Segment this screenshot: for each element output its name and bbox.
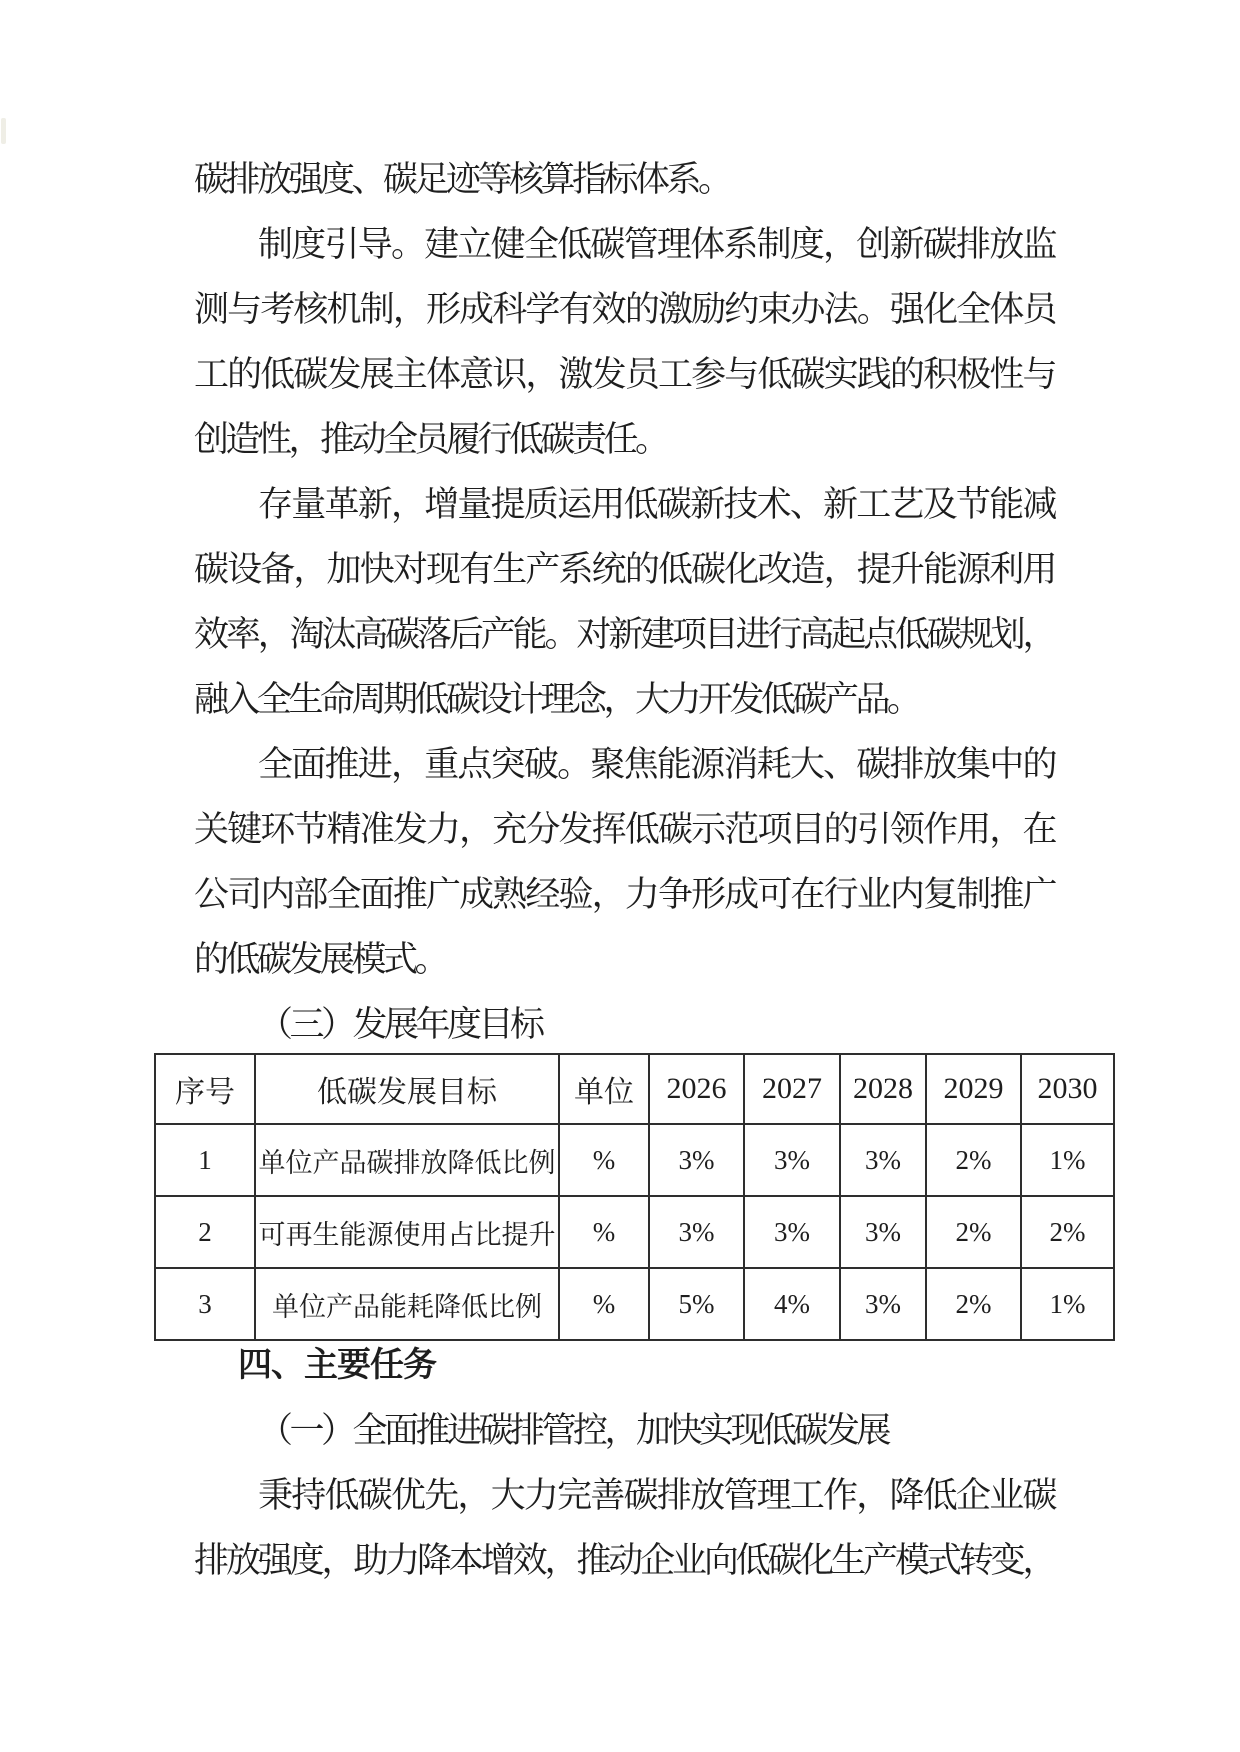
table-cell: 单位产品能耗降低比例: [255, 1268, 559, 1340]
table-header-cell: 2030: [1021, 1054, 1114, 1124]
section4-heading: 四、主要任务: [238, 1346, 436, 1384]
table-cell: 1%: [1021, 1124, 1114, 1196]
text-line: 排放强度，助力降本增效，推动企业向低碳化生产模式转变，: [194, 1541, 1054, 1580]
text-line: 公司内部全面推广成熟经验，力争形成可在行业内复制推广: [194, 875, 1054, 914]
table-cell: 1: [155, 1124, 255, 1196]
section4-item1-heading: （一）全面推进碳排管控，加快实现低碳发展: [258, 1411, 889, 1450]
table-cell: 2%: [926, 1124, 1021, 1196]
table-header-cell: 2026: [649, 1054, 744, 1124]
text-line: 关键环节精准发力，充分发挥低碳示范项目的引领作用，在: [194, 810, 1054, 849]
table-cell: 2: [155, 1196, 255, 1268]
table-cell: 3%: [840, 1196, 926, 1268]
table-header-cell: 2029: [926, 1054, 1021, 1124]
table-cell: 3%: [744, 1124, 840, 1196]
text-line: 效率，淘汰高碳落后产能。对新建项目进行高起点低碳规划，: [194, 615, 1054, 654]
text-line: 碳排放强度、碳足迹等核算指标体系。: [194, 160, 730, 199]
table-cell: 5%: [649, 1268, 744, 1340]
text-line: 融入全生命周期低碳设计理念，大力开发低碳产品。: [194, 680, 919, 719]
table-cell: 单位产品碳排放降低比例: [255, 1124, 559, 1196]
table-row: [155, 1124, 1114, 1196]
table-cell: 3%: [649, 1124, 744, 1196]
annual-targets-table: [154, 1053, 1115, 1341]
paragraphs-top: [194, 147, 1054, 992]
paragraphs-bottom: [194, 1463, 1054, 1593]
table-header-cell: 序号: [155, 1054, 255, 1124]
scan-artifact: [1, 118, 6, 144]
text-line: 全面推进，重点突破。聚焦能源消耗大、碳排放集中的: [258, 745, 1054, 784]
table-header-cell: 低碳发展目标: [255, 1054, 559, 1124]
table-cell: %: [559, 1268, 649, 1340]
table-header-cell: 单位: [559, 1054, 649, 1124]
table-cell: %: [559, 1124, 649, 1196]
table-cell: 2%: [926, 1196, 1021, 1268]
text-line: 碳设备，加快对现有生产系统的低碳化改造，提升能源利用: [194, 550, 1054, 589]
table-header-cell: 2027: [744, 1054, 840, 1124]
text-line: 的低碳发展模式。: [194, 940, 447, 979]
table-cell: 2%: [1021, 1196, 1114, 1268]
table-cell: 3%: [840, 1124, 926, 1196]
table-body: [155, 1124, 1114, 1340]
text-line: 创造性，推动全员履行低碳责任。: [194, 420, 667, 459]
text-line: 存量革新，增量提质运用低碳新技术、新工艺及节能减: [258, 485, 1054, 524]
text-line: 制度引导。建立健全低碳管理体系制度，创新碳排放监: [258, 225, 1054, 264]
table-cell: 3%: [744, 1196, 840, 1268]
text-line: 秉持低碳优先，大力完善碳排放管理工作，降低企业碳: [258, 1476, 1054, 1515]
table-cell: 4%: [744, 1268, 840, 1340]
table-cell: 可再生能源使用占比提升: [255, 1196, 559, 1268]
text-line: 测与考核机制，形成科学有效的激励约束办法。强化全体员: [194, 290, 1054, 329]
table-header-row: [155, 1054, 1114, 1124]
text-line: 工的低碳发展主体意识，激发员工参与低碳实践的积极性与: [194, 355, 1054, 394]
document-body: [175, 147, 1098, 1593]
table-cell: 3: [155, 1268, 255, 1340]
section3-heading: （三）发展年度目标: [258, 1005, 542, 1044]
table-header-cell: 2028: [840, 1054, 926, 1124]
table-row: [155, 1196, 1114, 1268]
table-cell: 1%: [1021, 1268, 1114, 1340]
table-cell: 3%: [840, 1268, 926, 1340]
table-cell: %: [559, 1196, 649, 1268]
table-cell: 3%: [649, 1196, 744, 1268]
table-cell: 2%: [926, 1268, 1021, 1340]
table-row: [155, 1268, 1114, 1340]
